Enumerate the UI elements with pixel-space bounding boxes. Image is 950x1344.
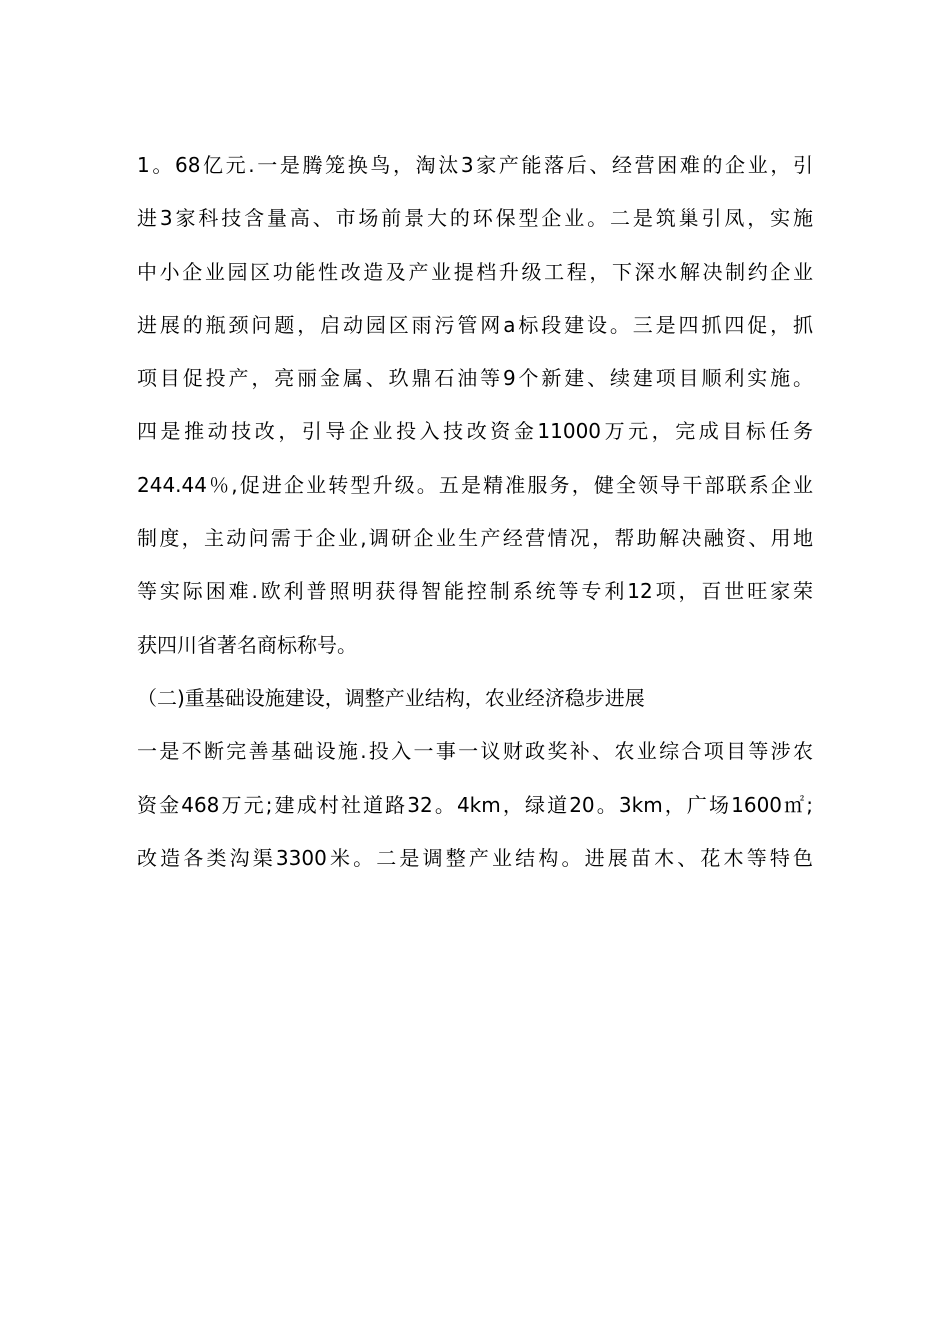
text-line: 1。68亿元.一是腾笼换鸟，淘汰3家产能落后、经营困难的企业，引 — [137, 153, 813, 177]
text-line: 资金468万元;建成村社道路32。4km，绿道20。3km，广场1600㎡; — [137, 792, 813, 817]
text-line: 进展的瓶颈问题，启动园区雨污管网a标段建设。三是四抓四促，抓 — [137, 312, 813, 337]
text-line: 中小企业园区功能性改造及产业提档升级工程，下深水解决制约企业 — [137, 259, 813, 284]
body-text — [137, 139, 813, 885]
text-line: 制度，主动问需于企业,调研企业生产经营情况，帮助解决融资、用地 — [137, 526, 813, 551]
paragraph-end-line: 获四川省著名商标称号。 — [137, 632, 357, 657]
text-line: 进3家科技含量高、市场前景大的环保型企业。二是筑巢引凤，实施 — [137, 206, 813, 231]
text-line: 一是不断完善基础设施.投入一事一议财政奖补、农业综合项目等涉农 — [137, 739, 813, 764]
text-line: 四是推动技改，引导企业投入技改资金11000万元，完成目标任务 — [137, 419, 813, 444]
text-line: 改造各类沟渠3300米。二是调整产业结构。进展苗木、花木等特色 — [137, 845, 813, 870]
section-heading: （二)重基础设施建设，调整产业结构，农业经济稳步进展 — [137, 685, 645, 710]
text-line: 等实际困难.欧利普照明获得智能控制系统等专利12项，百世旺家荣 — [137, 579, 813, 604]
text-line: 244.44％,促进企业转型升级。五是精准服务，健全领导干部联系企业 — [137, 472, 813, 497]
text-line: 项目促投产，亮丽金属、玖鼎石油等9个新建、续建项目顺利实施。 — [137, 366, 813, 391]
